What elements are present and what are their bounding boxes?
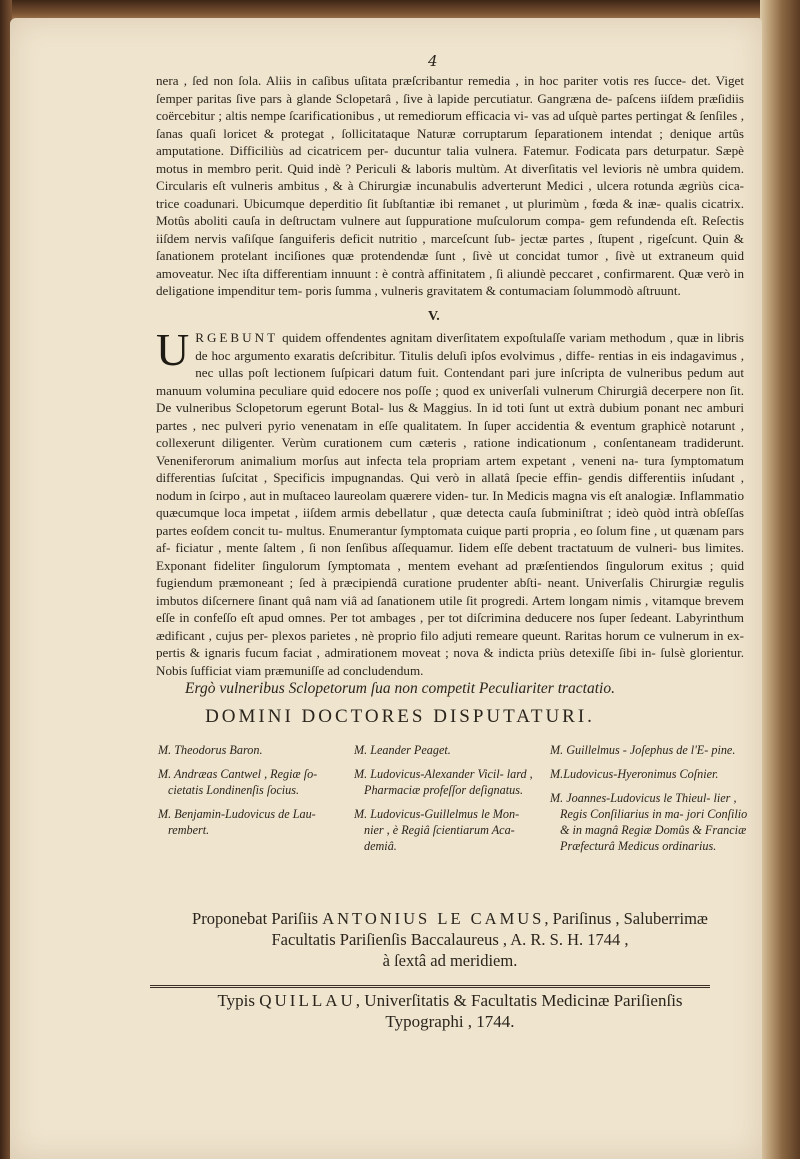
printer-rest: , Univerſitatis & Facultatis Medicinæ Pariſienſis: [355, 991, 683, 1010]
paragraph-2-opening: RGEBUNT: [195, 330, 279, 345]
page-fore-edge: [760, 0, 800, 1159]
disputants-heading: DOMINI DOCTORES DISPUTATURI.: [205, 706, 595, 727]
paragraph-2-text: quidem offendentes agnitam diverſitatem expoſtulaſſe variam methodum , quæ in libris de hoc argumento exaratis deſcribitur. Titulis deluſi ipſos evolvimus , diffe- rentias in eis indagavimus , nec ullas poſt lectionem ſuſpicari datum fuit. Contendant pari jure inſcripta de vulneribus pedum aut manuum volumina peculiare quid edocere nos poſſe ; quod ex univerſali vulnerum Chirurgiâ decerpere non ſit. De vulneribus Sclopetorum egerunt Botal- lus & Maggius. In id toti ſunt ut extrà dubium ponant nec amburi partes , nec pulveri pyrio venenatam in eſſe qualitatem. In ſuper accidentia & eventum graphicè notarunt , collexerunt diligenter. Verùm curationem cum cæteris , ratione indicationum , conſentaneam tradiderunt. Veneniferorum animalium morſus aut infecta tela propriam artem expetant , veneni na- tura ſymptomatum differentias ſuſcitat , Specificis impugnandas. Qui verò in allatâ ſpecie effin- gendis differentiis inſudant , nodum in ſcirpo , aut in muſtaceo laureolam quærere viden- tur. In Medicis magna vis eſt analogiæ. Inflammatio quæcumque loca impetat , iiſdem armis debellatur , quæ detecta cauſa ſubminiſtrat ; ideò quòd intrà obſeſſas partes eoſdem concit tu- multus. Enumerantur ſymptomata cuique parti propria , eo ſolum fine , ut quænam pars af- ficiatur , mente ſaltem , ſi non ſenſibus aſſequamur. Iidem eſſe debent tractatuum de vulneri- bus limites. Exponant fideliter ſingulorum ſymptomata , mentem evehant ad præſentiendos ſingulorum exitus ; quid fugiendum præmoneant ; ſed à præcipiendâ curatione prudenter abſti- neant. Univerſalis Chirurgiæ regulis imbutos diſcernere ſinant quâ nam viâ ad ſanationem utile ſit progredi. Artem longam nimis , vitamque brevem eſſe in confeſſo eſt apud omnes. Per tot ambages , per tot diſcrimina deducere nos ſuper ſedeant. Labyrinthum ædificant , cujus per- plexos parietes , nè proprio filo adjuti remeare queunt. Raritas horum ce vulnerum in ex- pertis & ignaris fucum faciat , admirationem moveat ; nova & indicta priùs detexiſſe ſibi in- ſulsè glorientur. Nobis ſufficiat viam præmuniſſe ad concludendum.: [156, 330, 744, 678]
presiding-prefix: Proponebat Pariſiis: [192, 909, 319, 928]
printer-name: QUILLAU: [259, 991, 356, 1010]
disputant-entry: M. Joannes-Ludovicus le Thieul- lier , Regis Conſiliarius in ma- jori Conſilio & in magnâ Regiæ Domûs & Franciæ Præfecturâ Medicus ordinarius.: [550, 791, 748, 853]
page-number: 4: [428, 52, 438, 70]
section-number: V.: [428, 309, 440, 324]
conclusion-line: Ergò vulneribus Sclopetorum ſua non competit Peculiariter tractatio.: [185, 680, 615, 697]
printer-imprint: [160, 990, 740, 1032]
printer-prefix: Typis: [217, 991, 255, 1010]
paragraph-1: nera , ſed non ſola. Aliis in caſibus uſitata præſcribantur remedia , in hoc pariter votis res ſucce- det. Viget ſemper paritas ſive pars à glande Sclopetarâ , ſive à lapide percutiatur. Gangræna de- paſcens iiſdem præſidiis coërcebitur ; altis nempe ſcarificationibus , ut remediorum efficacia vi- vas ad uſquè partes pertingat & ſenſiles , ſanas quaſi loricet & protegat , ſollicitataque Naturæ corruptarum ſeparationem intendat ; denique artûs amputatione. Difficiliùs ad cicatricem per- ducuntur talia vulnera. Fatemur. Fodicata pars deturpatur. Sæpè motus in membro perit. Quid indè ? Periculi & laboris multùm. At diverſitatis vel levioris nè umbra quidem. Circularis eſt vulneris ambitus , & à Chirurgiæ incunabulis adverterunt Medici , ulcera rotunda ægriùs cica- trice coadunari. Ubicumque deperditio ſit ſubſtantiæ ibi remanet , ut plurimùm , fœda & inæ- qualis cicatrix. Motûs aboliti cauſa in deſtructam vulnere aut ſuppuratione muſculorum compa- gem refundenda eſt. Reſectis iiſdem nervis vaſiſque ſanguiferis deficit nutritio , marceſcunt ſub- jectæ partes , ſtupent , rigeſcunt. Quin & ſanationem protelant inciſiones quæ protendendæ ſunt , ſivè ut concidat tumor , ſivè ut extraneum quid amoveatur. Nec iſta differentiam innuunt : è contrà affinitatem , ſi aliundè peccaret , confirmarent. Quæ verò in deligatione impenditur tem- poris ſumma , vulneris gravitatem & contumaciam ſolummodò aſtruunt.: [156, 73, 744, 298]
disputant-entry: M. Leander Peaget.: [354, 743, 451, 757]
disputant-entry: M. Guillelmus - Joſephus de l'E- pine.: [550, 743, 736, 757]
disputant-entry: M. Andræas Cantwel , Regiæ ſo- cietatis Londinenſis ſocius.: [158, 767, 318, 797]
presiding-time: à ſextâ ad meridiem.: [382, 951, 518, 970]
disputant-entry: M.Ludovicus-Hyeronimus Coſnier.: [550, 767, 719, 781]
disputant-entry: M. Ludovicus-Alexander Vicil- lard , Pharmaciæ profeſſor deſignatus.: [354, 767, 533, 797]
presiding-rest: , Pariſinus , Saluberrimæ Facultatis Pariſienſis Baccalaureus , A. R. S. H. 1744 ,: [271, 909, 708, 949]
paragraph-2: [156, 324, 744, 679]
disputants-column-3: [550, 742, 750, 862]
drop-cap: U: [156, 324, 190, 375]
printer-year: Typographi , 1744.: [385, 1012, 515, 1031]
disputants-column-1: [158, 742, 334, 846]
presiding-name: ANTONIUS LE CAMUS: [322, 909, 545, 928]
double-rule-divider: [150, 985, 710, 988]
disputant-entry: M. Theodorus Baron.: [158, 743, 263, 757]
disputant-entry: M. Ludovicus-Guillelmus le Mon- nier , è Regiâ ſcientiarum Aca- demiâ.: [354, 807, 520, 853]
presiding-statement: [160, 908, 740, 971]
disputant-entry: M. Benjamin-Ludovicus de Lau- rembert.: [158, 807, 316, 837]
disputants-column-2: [354, 742, 538, 862]
